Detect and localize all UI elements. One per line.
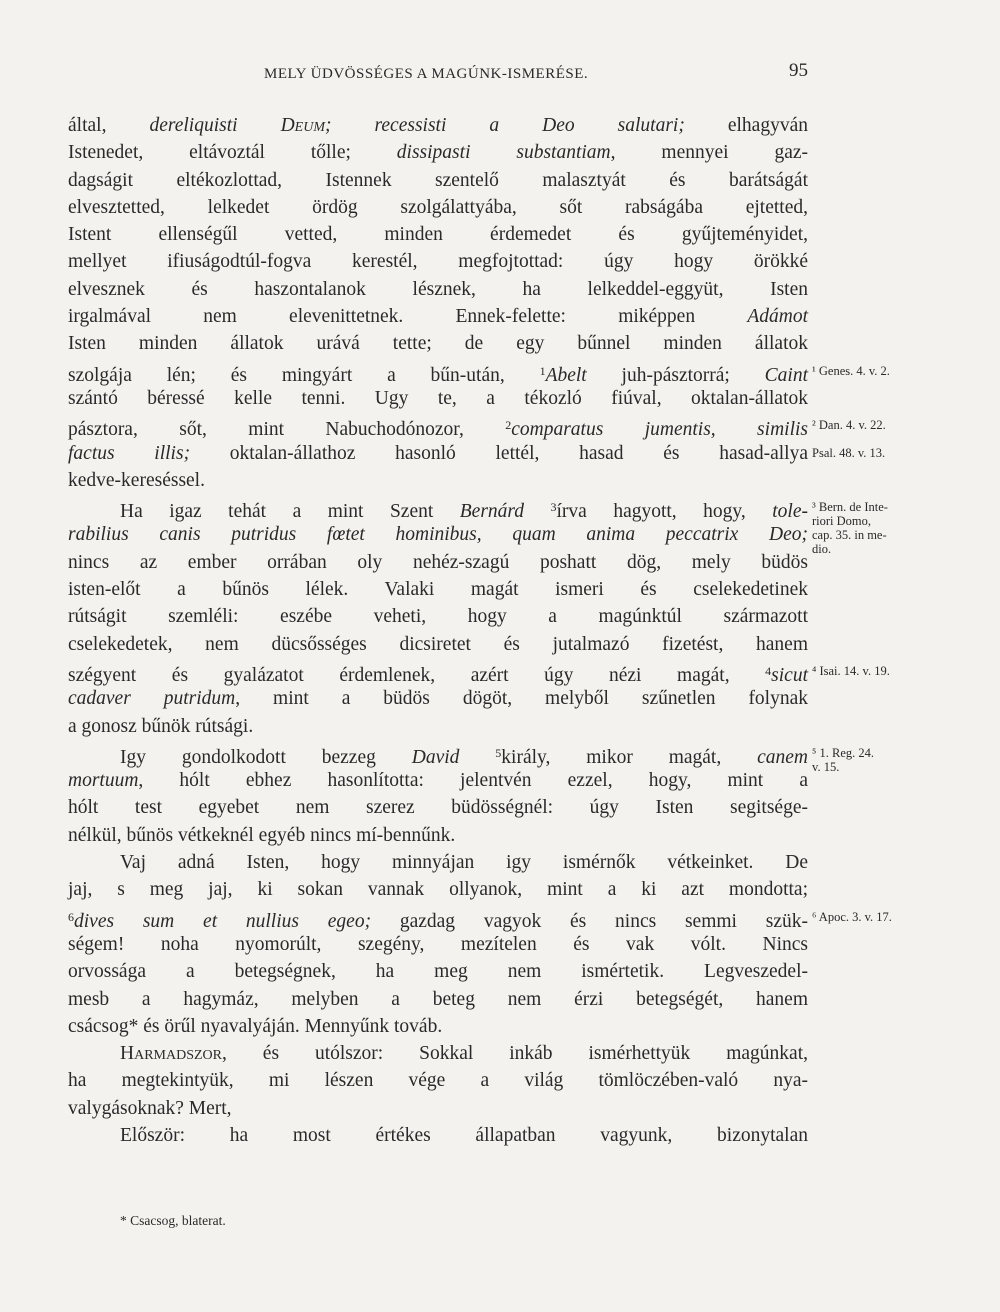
text-line: ha megtekintyük, mi lészen vége a világ tömlöczében-való nya- bbox=[68, 1070, 808, 1092]
page-number: 95 bbox=[789, 60, 808, 81]
running-title: MELY ÜDVÖSSÉGES A MAGÚNK-ISMERÉSE. bbox=[264, 66, 589, 82]
text-line: isten-előt a bűnös lélek. Valaki magát ismeri és cselekedetinek bbox=[68, 579, 808, 601]
margin-note: ⁶ Apoc. 3. v. 17. bbox=[812, 909, 892, 924]
text-line: szégyent és gyalázatot érdemlenek, azért úgy nézi magát, $^4$sicut bbox=[68, 663, 808, 686]
margin-note: ² Dan. 4. v. 22. bbox=[812, 418, 886, 433]
text-line: Vaj adná Isten, hogy minnyájan igy ismérnők vétkeinket. De bbox=[120, 852, 808, 874]
text-line: pásztora, sőt, mint Nabuchodónozor, $^2$comparatus jumentis, similis bbox=[68, 418, 808, 441]
text-line: Harmadszor, és utólszor: Sokkal inkáb ismérhettyük magúnkat, bbox=[120, 1043, 808, 1065]
margin-note: ¹ Genes. 4. v. 2. bbox=[812, 363, 890, 378]
text-line: cadaver putridum, mint a büdös dögöt, melyből szűnetlen folynak bbox=[68, 688, 809, 710]
text-line: mesb a hagymáz, melyben a beteg nem érzi betegségét, hanem bbox=[68, 988, 808, 1010]
text-line: rútságit szemléli: eszébe veheti, hogy a magúnktúl származott bbox=[68, 606, 808, 628]
text-line: a gonosz bűnök rútsági. bbox=[68, 715, 254, 737]
text-line: Istenedet, eltávoztál tőlle; dissipasti substantiam, mennyei gaz- bbox=[68, 142, 808, 164]
text-line: rabilius canis putridus fœtet hominibus, quam anima peccatrix Deo; bbox=[68, 524, 808, 546]
margin-note: ⁵ 1. Reg. 24. v. 15. bbox=[812, 745, 874, 774]
text-line: irgalmával nem elevenittetnek. Ennek-felette: miképpen Adámot bbox=[68, 306, 808, 328]
text-line: Istent ellenségűl vetted, minden érdemedet és gyűjteményidet, bbox=[68, 224, 808, 246]
text-line: nincs az ember orrában oly nehéz-szagú poshatt dög, mely büdös bbox=[68, 551, 808, 573]
text-line: Ha igaz tehát a mint Szent Bernárd $^3$írva hagyott, hogy, tole- bbox=[120, 500, 808, 523]
text-line: dagságit eltékozlottad, Istennek szentelő malasztyát és barátságát bbox=[68, 169, 808, 191]
text-line: Először: ha most értékes állapatban vagyunk, bizonytalan bbox=[120, 1124, 808, 1146]
text-line: orvossága a betegségnek, ha meg nem ismértetik. Legveszedel- bbox=[68, 961, 808, 983]
text-line: nélkül, bűnös vétkeknél egyéb nincs mí-bennűnk. bbox=[68, 824, 456, 846]
text-line: kedve-kereséssel. bbox=[68, 469, 205, 491]
text-line: elvesznek és haszontalanok lésznek, ha lelkeddel-eggyüt, Isten bbox=[68, 278, 808, 300]
text-line: cselekedetek, nem dücsősséges dicsiretet és jutalmazó fizetést, hanem bbox=[68, 633, 808, 655]
text-line: szolgája lén; és mingyárt a bűn-után, $^1$Abelt juh-pásztorrá; Caint bbox=[68, 363, 808, 386]
text-line: jaj, s meg jaj, ki sokan vannak ollyanok, mint a ki azt mondotta; bbox=[68, 879, 808, 901]
text-line: hólt test egyebet nem szerez büdösségnél: úgy Isten segitsége- bbox=[68, 797, 808, 819]
text-line: elvesztetted, lelkedet ördög szolgálattyába, sőt rabságába ejtetted, bbox=[68, 196, 808, 218]
text-line: által, dereliquisti Deum; recessisti a Deo salutari; elhagyván bbox=[68, 115, 808, 136]
text-line: csácsog* és örűl nyavalyáján. Mennyűnk továb. bbox=[68, 1015, 443, 1037]
text-line: mellyet ifiuságodtúl-fogva kerestél, megfojtottad: úgy hogy örökké bbox=[68, 251, 808, 273]
footnote: * Csacsog, blaterat. bbox=[120, 1213, 226, 1228]
text-line: ségem! noha nyomorúlt, szegény, mezítelen és vak vólt. Nincs bbox=[68, 933, 808, 955]
text-line: valygásoknak? Mert, bbox=[68, 1097, 232, 1119]
margin-note: ⁴ Isai. 14. v. 19. bbox=[812, 664, 890, 678]
margin-note: Psal. 48. v. 13. bbox=[812, 445, 886, 460]
text-line: szántó béressé kelle tenni. Ugy te, a tékozló fiúval, oktalan-állatok bbox=[68, 387, 808, 409]
text-line: Isten minden állatok urává tette; de egy bűnnel minden állatok bbox=[68, 333, 808, 355]
text-line: Igy gondolkodott bezzeg David $^5$király, mikor magát, canem bbox=[120, 745, 808, 768]
text-line: factus illis; oktalan-állathoz hasonló lettél, hasad és hasad-allya bbox=[68, 442, 808, 464]
margin-note: ³ Bern. de Inte- riori Domo, cap. 35. in me- dio. bbox=[812, 500, 888, 557]
text-line: mortuum, hólt ebhez hasonlította: jelentvén ezzel, hogy, mint a bbox=[68, 770, 808, 792]
text-line: $^6$dives sum et nullius egeo; gazdag vagyok és nincs semmi szük- bbox=[68, 909, 808, 932]
